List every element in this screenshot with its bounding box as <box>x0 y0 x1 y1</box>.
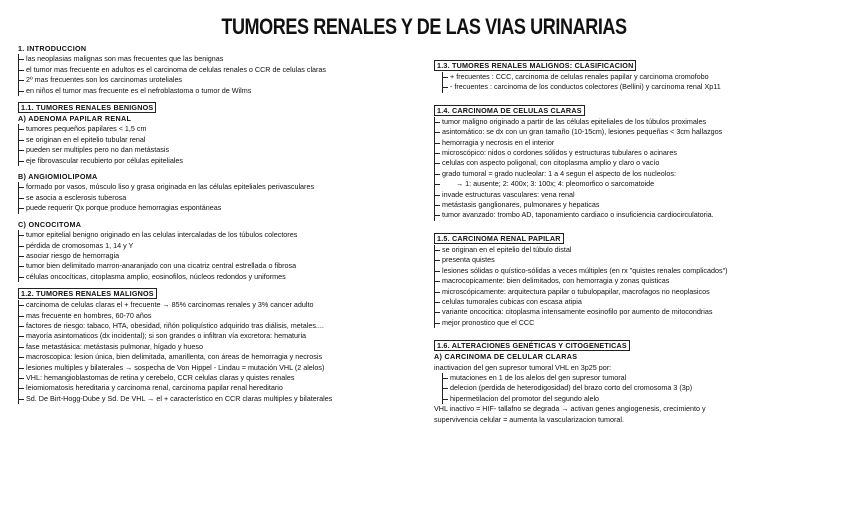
alteraciones-line1: VHL inactivo = HIF- tallafno se degrada → activan genes angiogenesis, crecimiento y <box>434 404 706 414</box>
list-item: factores de riesgo: tabaco, HTA, obesidad, riñón poliquístico adquirido tras diálisis, metales.... <box>22 321 423 331</box>
list-item: lesiones sólidas o quístico-sólidas a veces múltiples (en rx "quistes renales complicados") <box>438 266 834 276</box>
alteraciones-list <box>442 373 834 404</box>
list-item: carcinoma de celulas claras el + frecuente → 85% carcinomas renales y 3% cancer adulto <box>22 300 423 310</box>
list-item: tumor avanzado: trombo AD, taponamiento cardiaco o insuficiencia cardiocirculatoria. <box>438 210 834 220</box>
list-item: macrocopicamente: bien delimitados, con hemorragia y zonas quisticas <box>438 276 834 286</box>
list-item: pueden ser multiples pero no dan metástasis <box>22 145 423 155</box>
list-item: variante oncocitica: citoplasma intensamente eosinofilo por aumento de mitocondrias <box>438 307 834 317</box>
list-item: tumores pequeños papilares < 1,5 cm <box>22 124 423 134</box>
papilar-list <box>434 245 834 328</box>
list-item: asociar riesgo de hemorragia <box>22 251 423 261</box>
list-item: fase metastásica: metástasis pulmonar, hígado y hueso <box>22 342 423 352</box>
section-heading-claras: 1.4. CARCINOMA DE CELULAS CLARAS <box>434 105 585 116</box>
list-item: en niños el tumor mas frecuente es el nefroblastoma o tumor de Wilms <box>22 86 423 96</box>
malignos-list <box>18 300 423 404</box>
list-item: VHL: hemangioblastomas de retina y cerebelo, CCR celulas claras y quistes renales <box>22 373 423 383</box>
list-item: metástasis ganglionares, pulmonares y hepaticas <box>438 200 834 210</box>
list-item: celulas con aspecto poligonal, con citoplasma amplio y claro o vacío <box>438 158 834 168</box>
section-heading-papilar: 1.5. CARCINOMA RENAL PAPILAR <box>434 233 564 244</box>
list-item: mejor pronostico que el CCC <box>438 318 834 328</box>
list-item: presenta quistes <box>438 255 834 265</box>
list-item: hipermetilacion del promotor del segundo alelo <box>446 394 834 404</box>
list-item: se asocia a esclerosis tuberosa <box>22 193 423 203</box>
list-item: macroscopica: lesion única, bien delimitada, amarillenta, con áreas de hemorragia y necrosis <box>22 352 423 362</box>
list-item: hemorragia y necrosis en el interior <box>438 138 834 148</box>
alteraciones-line2: supervivencia celular = aumenta la vascularizacion tumoral. <box>434 414 624 424</box>
section-heading-alteraciones: 1.6. ALTERACIONES GENÉTICAS Y CITOGENETICAS <box>434 340 630 351</box>
left-column <box>18 44 423 404</box>
oncocitoma-title: C) ONCOCITOMA <box>18 219 82 229</box>
list-item: microscópicamente: arquitectura papilar o tubulopapilar, macrofagos no neoplasicos <box>438 287 834 297</box>
list-item: 2º mas frecuentes son los carcinomas uroteliales <box>22 75 423 85</box>
list-item: puede requerir Qx porque produce hemorragias espontáneas <box>22 203 423 213</box>
page-title: TUMORES RENALES Y DE LAS VIAS URINARIAS <box>221 14 627 39</box>
adenoma-title: A) ADENOMA PAPILAR RENAL <box>18 114 132 124</box>
list-item: las neoplasias malignas son mas frecuentes que las benignas <box>22 54 423 64</box>
list-item: pérdida de cromosomas 1, 14 y Y <box>22 241 423 251</box>
list-item: celulas tumorales cubicas con escasa atipia <box>438 297 834 307</box>
list-item: células oncocíticas, citoplasma amplio, eosinofilos, núcleos redondos y uniformes <box>22 272 423 282</box>
right-column <box>434 60 834 425</box>
list-item: eje fibrovascular recubierto por células epiteliales <box>22 156 423 166</box>
list-item: mayoría asintomaticos (dx incidental); si son grandes o infiltran vía excretora: hematuria <box>22 331 423 341</box>
list-item: + frecuentes : CCC, carcinoma de celulas renales papilar y carcinoma cromofobo <box>446 72 834 82</box>
claras-list <box>434 117 834 221</box>
section-heading-malignos: 1.2. TUMORES RENALES MALIGNOS <box>18 288 157 299</box>
list-item: mas frecuente en hombres, 60-70 años <box>22 311 423 321</box>
section-heading-benignos: 1.1. TUMORES RENALES BENIGNOS <box>18 102 156 113</box>
list-item: el tumor mas frecuente en adultos es el carcinoma de celulas renales o CCR de celulas claras <box>22 65 423 75</box>
intro-heading: 1. INTRODUCCION <box>18 44 87 53</box>
list-item: microscópico: nidos o cordones sólidos y estructuras tubulares o acinares <box>438 148 834 158</box>
list-item: mutaciones en 1 de los alelos del gen supresor tumoral <box>446 373 834 383</box>
list-item: - frecuentes : carcinoma de los conductos colectores (Bellini) y carcinoma renal Xp11 <box>446 82 834 92</box>
adenoma-list <box>18 124 423 166</box>
list-item: tumor epitelial benigno originado en las celulas intercaladas de los túbulos colectores <box>22 230 423 240</box>
angiomiolipoma-title: B) ANGIOMIOLIPOMA <box>18 172 98 182</box>
list-item: tumor maligno originado a partir de las células epiteliales de los túbulos proximales <box>438 117 834 127</box>
list-item: invade estructuras vasculares: vena renal <box>438 190 834 200</box>
section-heading-clasificacion: 1.3. TUMORES RENALES MALIGNOS: CLASIFICACION <box>434 60 636 71</box>
intro-list <box>18 54 423 96</box>
clasificacion-list <box>442 72 834 93</box>
list-item: tumor bien delimitado marron-anaranjado con una cicatriz central estrellada o fibrosa <box>22 261 423 271</box>
grade-note: → 1: ausente; 2: 400x; 3: 100x; 4: pleomorfico o sarcomatoide <box>438 179 834 189</box>
list-item: leiomiomatosis hereditaria y carcinoma renal, carcinoma papilar renal hereditario <box>22 383 423 393</box>
list-item: asintomático: se dx con un gran tamaño (10-15cm), lesiones pequeñas < 3cm hallazgos <box>438 127 834 137</box>
list-item: se originan en el epitelio tubular renal <box>22 135 423 145</box>
alteraciones-sub: A) CARCINOMA DE CELULAR CLARAS <box>434 352 578 362</box>
alteraciones-intro: inactivacion del gen supresor tumoral VHL en 3p25 por: <box>434 362 612 372</box>
list-item: Sd. De Birt-Hogg-Dube y Sd. De VHL → el + característico en CCR claras multiples y bilaterales <box>22 394 423 404</box>
angiomiolipoma-list <box>18 182 423 213</box>
list-item: lesiones multiples y bilaterales → sospecha de Von Hippel - Lindau = mutación VHL (2 alelos) <box>22 363 423 373</box>
list-item: delecion (perdida de heterodigosidad) del brazo corto del cromosoma 3 (3p) <box>446 383 834 393</box>
list-item: grado tumoral = grado nucleolar: 1 a 4 segun el aspecto de los nucleolos: <box>438 169 834 179</box>
list-item: formado por vasos, músculo liso y grasa originada en las células epiteliales perivasculares <box>22 182 423 192</box>
oncocitoma-list <box>18 230 423 282</box>
list-item: se originan en el epitelio del túbulo distal <box>438 245 834 255</box>
